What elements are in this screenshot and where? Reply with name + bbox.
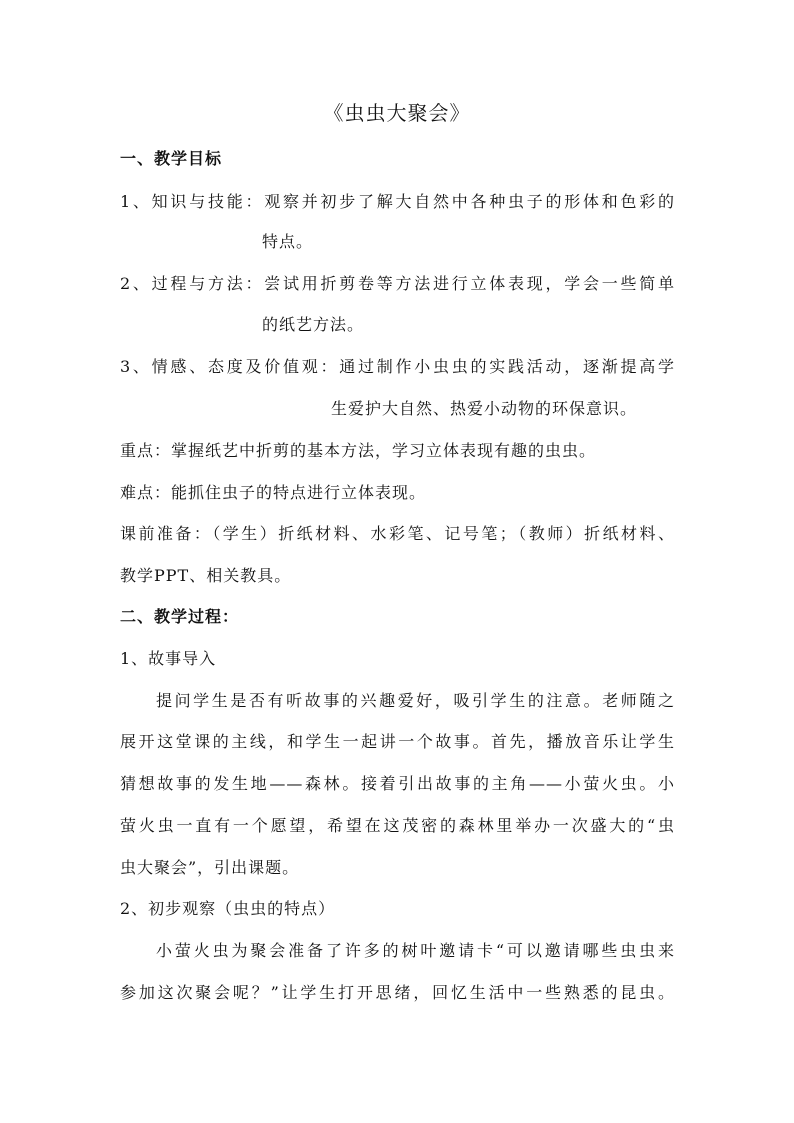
- step-1-paragraph-line-3: 猜想故事的发生地——森林。接着引出故事的主角——小萤火虫。小: [120, 774, 675, 793]
- step-1-paragraph-line-2: 展开这堂课的主线，和学生一起讲一个故事。首先，播放音乐让学生: [120, 732, 675, 751]
- goal-3-line-1: 3、情感、态度及价值观：通过制作小虫虫的实践活动，逐渐提高学: [120, 357, 675, 376]
- goal-1-line-1: 1、知识与技能：观察并初步了解大自然中各种虫子的形体和色彩的: [120, 192, 675, 211]
- step-2-paragraph-line-1: 小萤火虫为聚会准备了许多的树叶邀请卡“可以邀请哪些虫虫来: [156, 941, 675, 960]
- difficulty-point: 难点：能抓住虫子的特点进行立体表现。: [120, 483, 427, 502]
- step-1-paragraph-line-1: 提问学生是否有听故事的兴趣爱好，吸引学生的注意。老师随之: [156, 691, 675, 710]
- step-1-paragraph-line-5: 虫大聚会”，引出课题。: [120, 858, 300, 877]
- page-title: 《虫虫大聚会》: [323, 101, 471, 125]
- section-heading-teaching-process: 二、教学过程：: [120, 607, 240, 626]
- step-2-heading: 2、初步观察（虫虫的特点）: [120, 899, 336, 918]
- step-1-paragraph-line-4: 萤火虫一直有一个愿望，希望在这茂密的森林里举办一次盛大的“虫: [120, 816, 675, 835]
- section-heading-teaching-goals: 一、教学目标: [120, 149, 223, 168]
- goal-3-line-2: 生爱护大自然、热爱小动物的环保意识。: [331, 399, 638, 418]
- preparation-line-1: 课前准备：（学生）折纸材料、水彩笔、记号笔；（教师）折纸材料、: [120, 524, 675, 543]
- goal-2-line-2: 的纸艺方法。: [262, 315, 365, 334]
- key-point: 重点：掌握纸艺中折剪的基本方法，学习立体表现有趣的虫虫。: [120, 441, 597, 460]
- goal-2-line-1: 2、过程与方法：尝试用折剪卷等方法进行立体表现，学会一些简单: [120, 274, 675, 293]
- step-1-heading: 1、故事导入: [120, 649, 217, 668]
- preparation-line-2: 教学PPT、相关教具。: [120, 566, 292, 585]
- goal-1-line-2: 特点。: [262, 232, 314, 251]
- step-2-paragraph-line-2: 参加这次聚会呢？”让学生打开思绪，回忆生活中一些熟悉的昆虫。: [120, 983, 675, 1002]
